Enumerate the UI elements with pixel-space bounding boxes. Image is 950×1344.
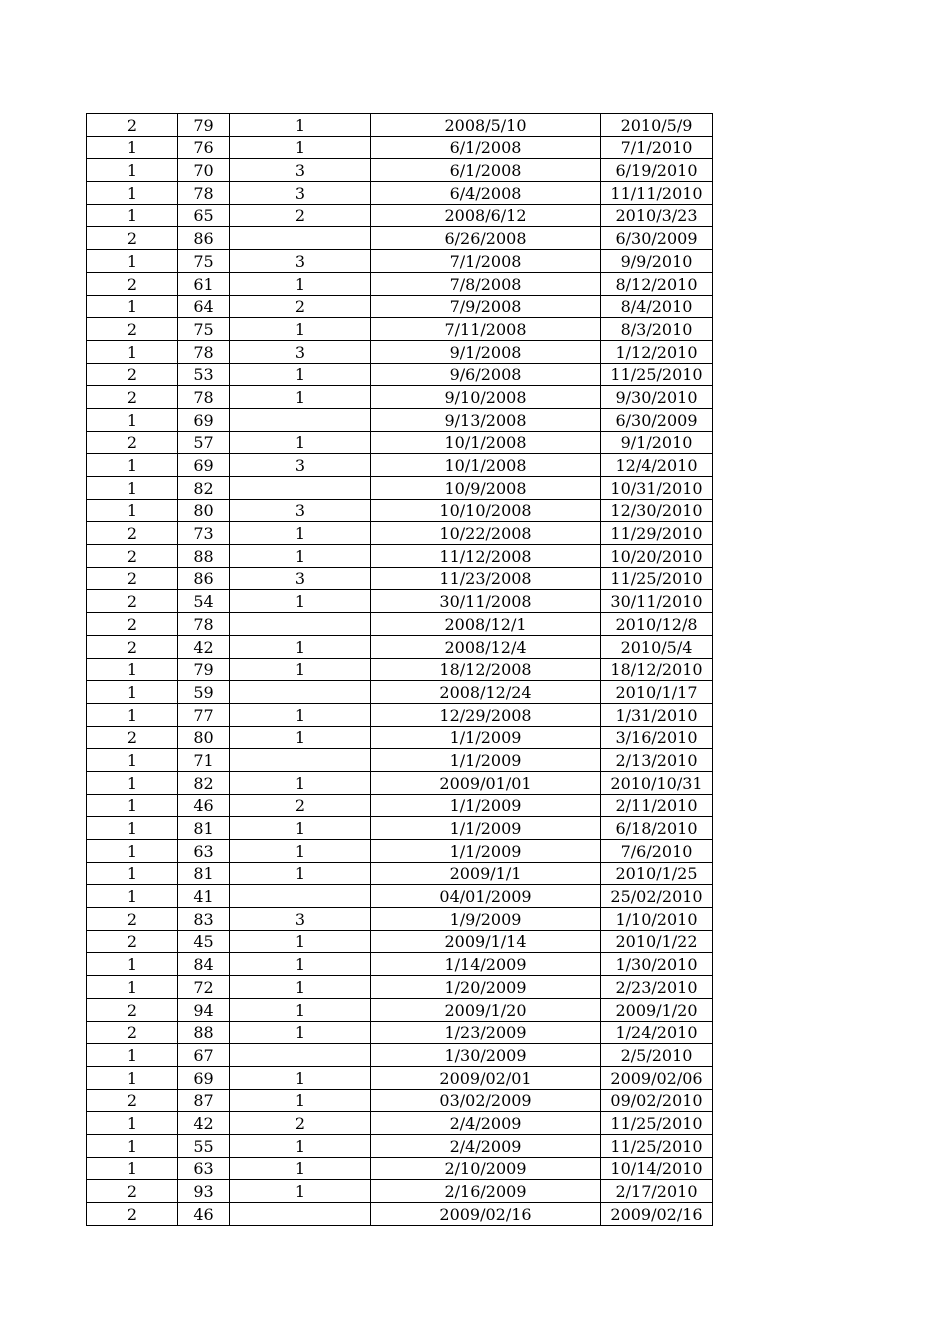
start-date-cell: 1/1/2009 <box>371 726 601 749</box>
code-cell: 1 <box>230 1180 371 1203</box>
code-cell: 2 <box>230 204 371 227</box>
end-date-cell: 8/4/2010 <box>601 295 713 318</box>
start-date-cell: 1/14/2009 <box>371 953 601 976</box>
age-cell: 75 <box>178 318 230 341</box>
start-date-cell: 2008/5/10 <box>371 114 601 137</box>
code-cell <box>230 477 371 500</box>
start-date-cell: 10/1/2008 <box>371 454 601 477</box>
age-cell: 69 <box>178 454 230 477</box>
table-row <box>87 431 713 454</box>
end-date-cell: 2009/1/20 <box>601 998 713 1021</box>
end-date-cell: 11/25/2010 <box>601 567 713 590</box>
age-cell: 77 <box>178 703 230 726</box>
group-cell: 1 <box>87 976 178 999</box>
table-row <box>87 522 713 545</box>
start-date-cell: 2008/12/4 <box>371 635 601 658</box>
group-cell: 1 <box>87 1044 178 1067</box>
table-row <box>87 227 713 250</box>
start-date-cell: 2009/02/16 <box>371 1203 601 1226</box>
table-row <box>87 1044 713 1067</box>
code-cell: 1 <box>230 545 371 568</box>
age-cell: 87 <box>178 1089 230 1112</box>
table-row <box>87 318 713 341</box>
start-date-cell: 12/29/2008 <box>371 703 601 726</box>
group-cell: 1 <box>87 1066 178 1089</box>
group-cell: 1 <box>87 885 178 908</box>
group-cell: 1 <box>87 771 178 794</box>
table-row <box>87 771 713 794</box>
table-row <box>87 726 713 749</box>
code-cell: 1 <box>230 1066 371 1089</box>
group-cell: 2 <box>87 318 178 341</box>
table-row <box>87 613 713 636</box>
table-row <box>87 930 713 953</box>
table-row <box>87 794 713 817</box>
end-date-cell: 1/31/2010 <box>601 703 713 726</box>
group-cell: 1 <box>87 1157 178 1180</box>
end-date-cell: 2010/10/31 <box>601 771 713 794</box>
table-row <box>87 477 713 500</box>
age-cell: 46 <box>178 794 230 817</box>
age-cell: 79 <box>178 114 230 137</box>
code-cell: 1 <box>230 658 371 681</box>
start-date-cell: 9/6/2008 <box>371 363 601 386</box>
start-date-cell: 1/30/2009 <box>371 1044 601 1067</box>
age-cell: 46 <box>178 1203 230 1226</box>
code-cell: 1 <box>230 1021 371 1044</box>
end-date-cell: 2/17/2010 <box>601 1180 713 1203</box>
end-date-cell: 2010/5/9 <box>601 114 713 137</box>
start-date-cell: 2009/01/01 <box>371 771 601 794</box>
code-cell: 2 <box>230 295 371 318</box>
start-date-cell: 7/11/2008 <box>371 318 601 341</box>
end-date-cell: 3/16/2010 <box>601 726 713 749</box>
end-date-cell: 10/20/2010 <box>601 545 713 568</box>
end-date-cell: 2/11/2010 <box>601 794 713 817</box>
group-cell: 1 <box>87 454 178 477</box>
code-cell: 1 <box>230 998 371 1021</box>
start-date-cell: 04/01/2009 <box>371 885 601 908</box>
age-cell: 78 <box>178 386 230 409</box>
end-date-cell: 2010/1/22 <box>601 930 713 953</box>
start-date-cell: 10/9/2008 <box>371 477 601 500</box>
group-cell: 1 <box>87 204 178 227</box>
code-cell: 3 <box>230 454 371 477</box>
end-date-cell: 2010/1/25 <box>601 862 713 885</box>
age-cell: 70 <box>178 159 230 182</box>
start-date-cell: 11/23/2008 <box>371 567 601 590</box>
code-cell: 1 <box>230 1157 371 1180</box>
table-row <box>87 976 713 999</box>
end-date-cell: 30/11/2010 <box>601 590 713 613</box>
end-date-cell: 1/10/2010 <box>601 908 713 931</box>
start-date-cell: 1/20/2009 <box>371 976 601 999</box>
table-row <box>87 1021 713 1044</box>
code-cell: 1 <box>230 726 371 749</box>
code-cell <box>230 681 371 704</box>
group-cell: 1 <box>87 817 178 840</box>
code-cell: 1 <box>230 840 371 863</box>
end-date-cell: 8/12/2010 <box>601 272 713 295</box>
group-cell: 2 <box>87 227 178 250</box>
end-date-cell: 11/25/2010 <box>601 363 713 386</box>
table-row <box>87 681 713 704</box>
end-date-cell: 2/5/2010 <box>601 1044 713 1067</box>
table-row <box>87 567 713 590</box>
group-cell: 1 <box>87 159 178 182</box>
group-cell: 2 <box>87 386 178 409</box>
code-cell: 1 <box>230 590 371 613</box>
end-date-cell: 11/29/2010 <box>601 522 713 545</box>
end-date-cell: 8/3/2010 <box>601 318 713 341</box>
age-cell: 73 <box>178 522 230 545</box>
code-cell: 3 <box>230 250 371 273</box>
end-date-cell: 2009/02/16 <box>601 1203 713 1226</box>
age-cell: 86 <box>178 227 230 250</box>
group-cell: 2 <box>87 635 178 658</box>
age-cell: 81 <box>178 862 230 885</box>
group-cell: 1 <box>87 703 178 726</box>
code-cell: 3 <box>230 908 371 931</box>
end-date-cell: 6/30/2009 <box>601 227 713 250</box>
end-date-cell: 2/23/2010 <box>601 976 713 999</box>
group-cell: 2 <box>87 114 178 137</box>
age-cell: 88 <box>178 545 230 568</box>
table-row <box>87 953 713 976</box>
table-row <box>87 250 713 273</box>
code-cell: 1 <box>230 136 371 159</box>
age-cell: 88 <box>178 1021 230 1044</box>
start-date-cell: 1/1/2009 <box>371 749 601 772</box>
start-date-cell: 7/9/2008 <box>371 295 601 318</box>
group-cell: 1 <box>87 794 178 817</box>
end-date-cell: 2010/1/17 <box>601 681 713 704</box>
group-cell: 1 <box>87 136 178 159</box>
code-cell: 1 <box>230 703 371 726</box>
start-date-cell: 11/12/2008 <box>371 545 601 568</box>
code-cell: 1 <box>230 318 371 341</box>
age-cell: 79 <box>178 658 230 681</box>
code-cell: 1 <box>230 386 371 409</box>
table-row <box>87 545 713 568</box>
table-row <box>87 1157 713 1180</box>
age-cell: 78 <box>178 340 230 363</box>
age-cell: 41 <box>178 885 230 908</box>
group-cell: 1 <box>87 340 178 363</box>
code-cell: 1 <box>230 522 371 545</box>
age-cell: 82 <box>178 477 230 500</box>
start-date-cell: 1/23/2009 <box>371 1021 601 1044</box>
end-date-cell: 9/30/2010 <box>601 386 713 409</box>
code-cell <box>230 885 371 908</box>
age-cell: 53 <box>178 363 230 386</box>
start-date-cell: 1/1/2009 <box>371 840 601 863</box>
age-cell: 63 <box>178 1157 230 1180</box>
group-cell: 2 <box>87 1021 178 1044</box>
code-cell: 1 <box>230 635 371 658</box>
code-cell: 3 <box>230 499 371 522</box>
code-cell: 3 <box>230 159 371 182</box>
group-cell: 1 <box>87 681 178 704</box>
group-cell: 2 <box>87 522 178 545</box>
code-cell <box>230 749 371 772</box>
end-date-cell: 9/9/2010 <box>601 250 713 273</box>
start-date-cell: 6/1/2008 <box>371 136 601 159</box>
age-cell: 54 <box>178 590 230 613</box>
age-cell: 71 <box>178 749 230 772</box>
end-date-cell: 2010/12/8 <box>601 613 713 636</box>
end-date-cell: 1/12/2010 <box>601 340 713 363</box>
end-date-cell: 10/14/2010 <box>601 1157 713 1180</box>
table-row <box>87 703 713 726</box>
start-date-cell: 30/11/2008 <box>371 590 601 613</box>
end-date-cell: 6/19/2010 <box>601 159 713 182</box>
table-row <box>87 908 713 931</box>
start-date-cell: 2/16/2009 <box>371 1180 601 1203</box>
table-row <box>87 749 713 772</box>
age-cell: 57 <box>178 431 230 454</box>
code-cell: 1 <box>230 114 371 137</box>
end-date-cell: 10/31/2010 <box>601 477 713 500</box>
group-cell: 1 <box>87 658 178 681</box>
code-cell: 1 <box>230 976 371 999</box>
group-cell: 2 <box>87 908 178 931</box>
table-row <box>87 114 713 137</box>
age-cell: 84 <box>178 953 230 976</box>
start-date-cell: 6/1/2008 <box>371 159 601 182</box>
table-row <box>87 386 713 409</box>
start-date-cell: 03/02/2009 <box>371 1089 601 1112</box>
age-cell: 80 <box>178 726 230 749</box>
table-row <box>87 136 713 159</box>
group-cell: 2 <box>87 613 178 636</box>
age-cell: 69 <box>178 408 230 431</box>
end-date-cell: 2010/3/23 <box>601 204 713 227</box>
age-cell: 93 <box>178 1180 230 1203</box>
age-cell: 86 <box>178 567 230 590</box>
age-cell: 69 <box>178 1066 230 1089</box>
group-cell: 2 <box>87 545 178 568</box>
code-cell <box>230 613 371 636</box>
age-cell: 94 <box>178 998 230 1021</box>
table-row <box>87 1134 713 1157</box>
start-date-cell: 2009/1/20 <box>371 998 601 1021</box>
start-date-cell: 6/4/2008 <box>371 182 601 205</box>
table-row <box>87 840 713 863</box>
table-row <box>87 885 713 908</box>
table-row <box>87 817 713 840</box>
group-cell: 1 <box>87 749 178 772</box>
group-cell: 2 <box>87 1203 178 1226</box>
start-date-cell: 1/9/2009 <box>371 908 601 931</box>
age-cell: 59 <box>178 681 230 704</box>
end-date-cell: 7/1/2010 <box>601 136 713 159</box>
code-cell: 1 <box>230 431 371 454</box>
group-cell: 2 <box>87 726 178 749</box>
end-date-cell: 1/30/2010 <box>601 953 713 976</box>
age-cell: 42 <box>178 635 230 658</box>
end-date-cell: 09/02/2010 <box>601 1089 713 1112</box>
table-row <box>87 363 713 386</box>
end-date-cell: 9/1/2010 <box>601 431 713 454</box>
start-date-cell: 2/4/2009 <box>371 1134 601 1157</box>
start-date-cell: 6/26/2008 <box>371 227 601 250</box>
table-row <box>87 204 713 227</box>
table-row <box>87 862 713 885</box>
start-date-cell: 9/1/2008 <box>371 340 601 363</box>
code-cell: 1 <box>230 953 371 976</box>
start-date-cell: 2009/1/14 <box>371 930 601 953</box>
start-date-cell: 7/1/2008 <box>371 250 601 273</box>
code-cell: 1 <box>230 862 371 885</box>
age-cell: 65 <box>178 204 230 227</box>
table-row <box>87 159 713 182</box>
age-cell: 81 <box>178 817 230 840</box>
table-row <box>87 590 713 613</box>
start-date-cell: 9/13/2008 <box>371 408 601 431</box>
end-date-cell: 2009/02/06 <box>601 1066 713 1089</box>
code-cell: 1 <box>230 817 371 840</box>
start-date-cell: 1/1/2009 <box>371 794 601 817</box>
group-cell: 2 <box>87 998 178 1021</box>
group-cell: 2 <box>87 363 178 386</box>
end-date-cell: 7/6/2010 <box>601 840 713 863</box>
code-cell: 1 <box>230 363 371 386</box>
start-date-cell: 10/22/2008 <box>371 522 601 545</box>
code-cell: 3 <box>230 182 371 205</box>
group-cell: 2 <box>87 1180 178 1203</box>
code-cell <box>230 227 371 250</box>
table-row <box>87 658 713 681</box>
age-cell: 72 <box>178 976 230 999</box>
start-date-cell: 10/1/2008 <box>371 431 601 454</box>
start-date-cell: 7/8/2008 <box>371 272 601 295</box>
group-cell: 1 <box>87 840 178 863</box>
age-cell: 63 <box>178 840 230 863</box>
group-cell: 2 <box>87 431 178 454</box>
group-cell: 2 <box>87 567 178 590</box>
end-date-cell: 11/25/2010 <box>601 1112 713 1135</box>
start-date-cell: 1/1/2009 <box>371 817 601 840</box>
end-date-cell: 6/18/2010 <box>601 817 713 840</box>
table-row <box>87 1112 713 1135</box>
group-cell: 2 <box>87 930 178 953</box>
group-cell: 2 <box>87 590 178 613</box>
end-date-cell: 1/24/2010 <box>601 1021 713 1044</box>
code-cell <box>230 1044 371 1067</box>
table-row <box>87 295 713 318</box>
end-date-cell: 12/4/2010 <box>601 454 713 477</box>
group-cell: 1 <box>87 499 178 522</box>
group-cell: 1 <box>87 408 178 431</box>
start-date-cell: 18/12/2008 <box>371 658 601 681</box>
end-date-cell: 2010/5/4 <box>601 635 713 658</box>
table-row <box>87 272 713 295</box>
code-cell: 1 <box>230 1134 371 1157</box>
age-cell: 75 <box>178 250 230 273</box>
age-cell: 76 <box>178 136 230 159</box>
code-cell: 3 <box>230 340 371 363</box>
group-cell: 1 <box>87 862 178 885</box>
age-cell: 78 <box>178 613 230 636</box>
start-date-cell: 2008/6/12 <box>371 204 601 227</box>
age-cell: 83 <box>178 908 230 931</box>
table-row <box>87 182 713 205</box>
age-cell: 67 <box>178 1044 230 1067</box>
start-date-cell: 2/10/2009 <box>371 1157 601 1180</box>
age-cell: 64 <box>178 295 230 318</box>
end-date-cell: 18/12/2010 <box>601 658 713 681</box>
code-cell: 3 <box>230 567 371 590</box>
code-cell <box>230 408 371 431</box>
table-body <box>87 114 713 1226</box>
start-date-cell: 2008/12/1 <box>371 613 601 636</box>
table-row <box>87 998 713 1021</box>
group-cell: 1 <box>87 182 178 205</box>
age-cell: 61 <box>178 272 230 295</box>
table-row <box>87 408 713 431</box>
table-row <box>87 499 713 522</box>
table-row <box>87 454 713 477</box>
table-row <box>87 1089 713 1112</box>
code-cell: 1 <box>230 930 371 953</box>
end-date-cell: 11/11/2010 <box>601 182 713 205</box>
group-cell: 1 <box>87 295 178 318</box>
start-date-cell: 10/10/2008 <box>371 499 601 522</box>
table-row <box>87 1066 713 1089</box>
group-cell: 1 <box>87 250 178 273</box>
start-date-cell: 2/4/2009 <box>371 1112 601 1135</box>
group-cell: 1 <box>87 1112 178 1135</box>
end-date-cell: 12/30/2010 <box>601 499 713 522</box>
age-cell: 45 <box>178 930 230 953</box>
end-date-cell: 6/30/2009 <box>601 408 713 431</box>
start-date-cell: 9/10/2008 <box>371 386 601 409</box>
table-row <box>87 1203 713 1226</box>
table-row <box>87 635 713 658</box>
code-cell: 1 <box>230 771 371 794</box>
age-cell: 42 <box>178 1112 230 1135</box>
table-row <box>87 340 713 363</box>
group-cell: 1 <box>87 477 178 500</box>
age-cell: 82 <box>178 771 230 794</box>
code-cell: 1 <box>230 272 371 295</box>
start-date-cell: 2009/02/01 <box>371 1066 601 1089</box>
age-cell: 80 <box>178 499 230 522</box>
age-cell: 55 <box>178 1134 230 1157</box>
group-cell: 2 <box>87 1089 178 1112</box>
code-cell: 2 <box>230 1112 371 1135</box>
end-date-cell: 25/02/2010 <box>601 885 713 908</box>
table-row <box>87 1180 713 1203</box>
age-cell: 78 <box>178 182 230 205</box>
group-cell: 2 <box>87 272 178 295</box>
group-cell: 1 <box>87 1134 178 1157</box>
data-table <box>86 113 713 1226</box>
end-date-cell: 2/13/2010 <box>601 749 713 772</box>
start-date-cell: 2009/1/1 <box>371 862 601 885</box>
code-cell: 1 <box>230 1089 371 1112</box>
end-date-cell: 11/25/2010 <box>601 1134 713 1157</box>
code-cell <box>230 1203 371 1226</box>
group-cell: 1 <box>87 953 178 976</box>
code-cell: 2 <box>230 794 371 817</box>
start-date-cell: 2008/12/24 <box>371 681 601 704</box>
